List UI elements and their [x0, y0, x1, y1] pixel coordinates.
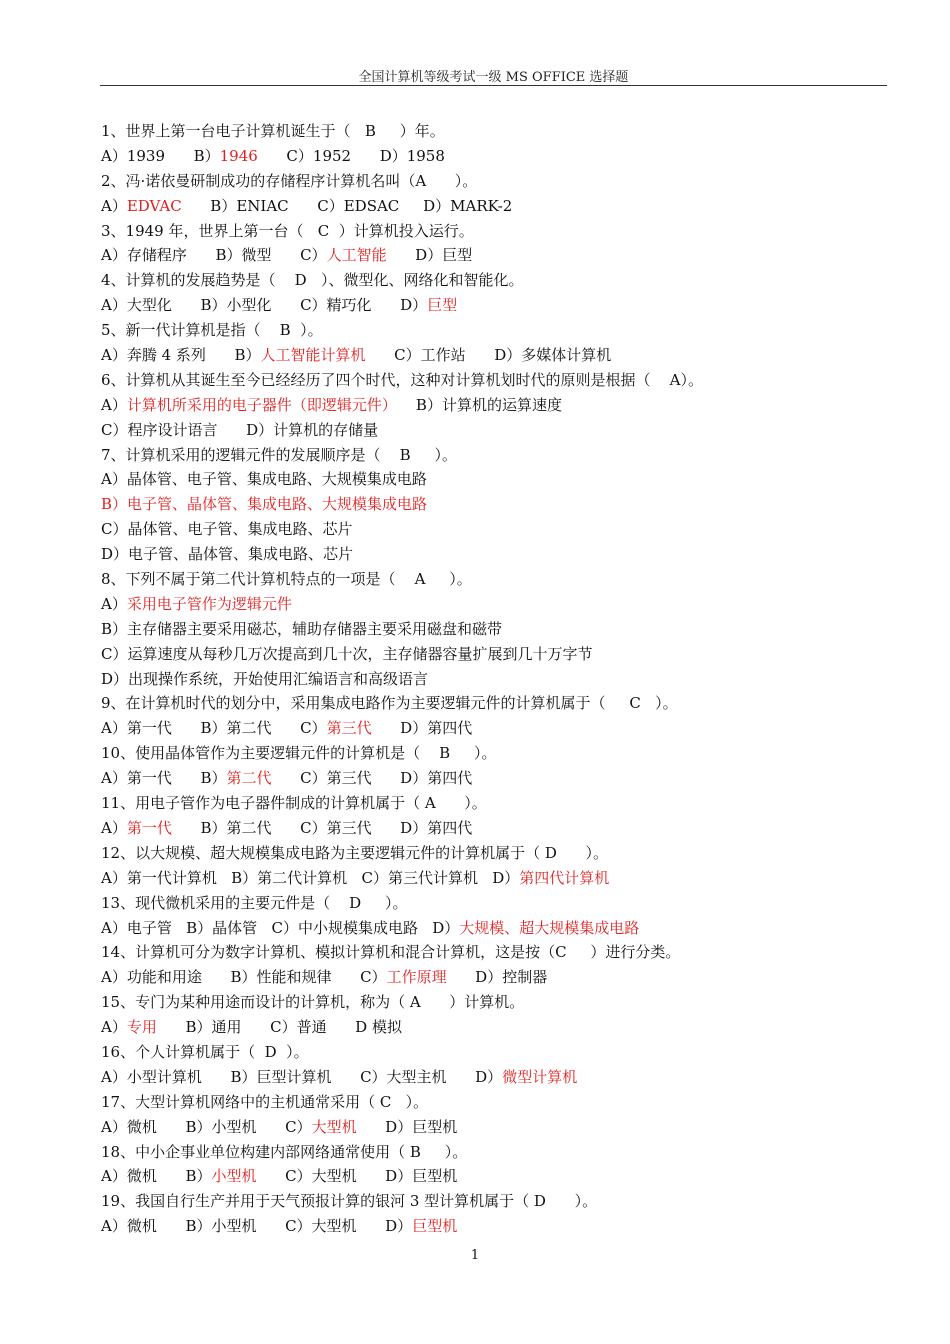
answer-text: 小型机: [211, 1167, 257, 1186]
line-text: B）计算机的运算速度: [396, 395, 562, 414]
answer-text: 计算机所采用的电子器件（即逻辑元件）: [126, 395, 397, 414]
answer-text: 第四代计算机: [519, 868, 610, 887]
line-text: 14、计算机可分为数字计算机、模拟计算机和混合计算机，这是按（C ）进行分类。: [101, 943, 681, 962]
line-text: D）第四代: [371, 719, 473, 738]
text-line: [101, 1140, 891, 1165]
text-line: [101, 1065, 891, 1090]
text-line: [101, 517, 891, 542]
text-line: [101, 990, 891, 1015]
answer-text: 人工智能: [326, 246, 387, 265]
text-line: [101, 243, 891, 268]
text-line: [101, 766, 891, 791]
text-line: [101, 1115, 891, 1140]
line-text: 13、现代微机采用的主要元件是（ D ）。: [101, 893, 408, 912]
text-line: [101, 592, 891, 617]
answer-text: 专用: [126, 1018, 157, 1037]
text-line: [101, 691, 891, 716]
text-line: [101, 1189, 891, 1214]
line-text: A）第一代 B）: [101, 769, 227, 788]
text-line: [101, 617, 891, 642]
text-line: [101, 144, 891, 169]
line-text: D）巨型: [386, 246, 473, 265]
text-line: [101, 542, 891, 567]
line-text: A）大型化 B）小型化 C）精巧化 D）: [101, 296, 428, 315]
text-line: [101, 1090, 891, 1115]
text-line: [101, 343, 891, 368]
line-text: B）通用 C）普通 D 模拟: [156, 1018, 402, 1037]
text-line: [101, 891, 891, 916]
answer-text: EDVAC: [126, 196, 182, 215]
text-line: [101, 169, 891, 194]
line-text: 9、在计算机时代的划分中，采用集成电路作为主要逻辑元件的计算机属于（ C ）。: [101, 694, 678, 713]
answer-text: 第三代: [326, 719, 372, 738]
text-line: [101, 318, 891, 343]
line-text: 12、以大规模、超大规模集成电路为主要逻辑元件的计算机属于（ D ）。: [101, 843, 608, 862]
text-line: [101, 1015, 891, 1040]
answer-text: 工作原理: [386, 968, 447, 987]
line-text: 18、中小企事业单位构建内部网络通常使用（ B ）。: [101, 1142, 468, 1161]
text-line: [101, 368, 891, 393]
text-line: [101, 816, 891, 841]
line-text: A）第一代计算机 B）第二代计算机 C）第三代计算机 D）: [101, 868, 520, 887]
line-text: C）晶体管、电子管、集成电路、芯片: [101, 520, 353, 539]
line-text: A）微机 B）小型机 C）大型机 D）: [101, 1217, 413, 1236]
line-text: B）主存储器主要采用磁芯，辅助存储器主要采用磁盘和磁带: [101, 619, 503, 638]
answer-text: 巨型: [427, 296, 458, 315]
line-text: A）晶体管、电子管、集成电路、大规模集成电路: [101, 470, 427, 489]
text-line: [101, 940, 891, 965]
line-text: 15、专门为某种用途而设计的计算机，称为（ A ）计算机。: [101, 993, 525, 1012]
line-text: 11、用电子管作为电子器件制成的计算机属于（ A ）。: [101, 794, 487, 813]
line-text: C）大型机 D）巨型机: [256, 1167, 458, 1186]
text-line: [101, 219, 891, 244]
line-text: C）1952 D）1958: [257, 146, 445, 165]
line-text: D）出现操作系统，开始使用汇编语言和高级语言: [101, 669, 429, 688]
line-text: B）第二代 C）第三代 D）第四代: [171, 818, 473, 837]
text-line: [101, 716, 891, 741]
text-line: [101, 492, 891, 517]
answer-text: 巨型机: [412, 1217, 458, 1236]
text-line: [101, 119, 891, 144]
answer-text: 人工智能计算机: [260, 346, 366, 365]
line-text: 5、新一代计算机是指（ B ）。: [101, 321, 323, 340]
page-number: 1: [470, 1248, 480, 1263]
line-text: 16、个人计算机属于（ D ）。: [101, 1042, 309, 1061]
line-text: A）: [101, 818, 127, 837]
text-line: [101, 1164, 891, 1189]
text-line: [101, 393, 891, 418]
line-text: A）1939 B）: [101, 146, 220, 165]
text-line: [101, 467, 891, 492]
text-line: [101, 741, 891, 766]
answer-text: B）电子管、晶体管、集成电路、大规模集成电路: [101, 495, 428, 514]
line-text: A）微机 B）: [101, 1167, 212, 1186]
line-text: 4、计算机的发展趋势是（ D ）、微型化、网络化和智能化。: [101, 271, 524, 290]
text-line: [101, 268, 891, 293]
line-text: 2、冯·诺依曼研制成功的存储程序计算机名叫（A ）。: [101, 171, 478, 190]
page-header-title: 全国计算机等级考试一级 MS OFFICE 选择题: [358, 70, 629, 85]
text-line: [101, 567, 891, 592]
line-text: C）第三代 D）第四代: [271, 769, 473, 788]
line-text: A）: [101, 594, 127, 613]
line-text: A）第一代 B）第二代 C）: [101, 719, 327, 738]
text-line: [101, 1214, 891, 1239]
line-text: 6、计算机从其诞生至今已经经历了四个时代，这种对计算机划时代的原则是根据（ A）。: [101, 370, 703, 389]
text-line: [101, 293, 891, 318]
answer-text: 大规模、超大规模集成电路: [459, 918, 640, 937]
line-text: A）: [101, 395, 127, 414]
line-text: A）存储程序 B）微型 C）: [101, 246, 327, 265]
answer-text: 大型机: [311, 1117, 357, 1136]
line-text: 7、计算机采用的逻辑元件的发展顺序是（ B ）。: [101, 445, 457, 464]
line-text: B）ENIAC C）EDSAC D）MARK-2: [181, 196, 513, 215]
answer-text: 第一代: [126, 818, 172, 837]
line-text: A）: [101, 1018, 127, 1037]
line-text: A）奔腾 4 系列 B）: [101, 346, 261, 365]
line-text: 17、大型计算机网络中的主机通常采用（ C ）。: [101, 1092, 429, 1111]
line-text: 3、1949 年，世界上第一台（ C ）计算机投入运行。: [101, 221, 474, 240]
line-text: C）运算速度从每秒几万次提高到几十次，主存储器容量扩展到几十万字节: [101, 644, 593, 663]
header-divider: [100, 85, 887, 86]
text-line: [101, 642, 891, 667]
line-text: D）巨型机: [356, 1117, 458, 1136]
line-text: A）功能和用途 B）性能和规律 C）: [101, 968, 387, 987]
line-text: A）小型计算机 B）巨型计算机 C）大型主机 D）: [101, 1067, 503, 1086]
text-line: [101, 916, 891, 941]
text-line: [101, 791, 891, 816]
line-text: 19、我国自行生产并用于天气预报计算的银河 3 型计算机属于（ D ）。: [101, 1192, 598, 1211]
text-line: [101, 667, 891, 692]
text-line: [101, 841, 891, 866]
line-text: C）程序设计语言 D）计算机的存储量: [101, 420, 379, 439]
text-line: [101, 965, 891, 990]
text-line: [101, 418, 891, 443]
line-text: A）: [101, 196, 127, 215]
line-text: 8、下列不属于第二代计算机特点的一项是（ A ）。: [101, 570, 472, 589]
question-list: [101, 119, 891, 1239]
line-text: D）控制器: [446, 968, 548, 987]
line-text: D）电子管、晶体管、集成电路、芯片: [101, 545, 354, 564]
answer-text: 1946: [219, 146, 258, 165]
text-line: [101, 866, 891, 891]
line-text: A）微机 B）小型机 C）: [101, 1117, 312, 1136]
line-text: 1、世界上第一台电子计算机诞生于（ B ）年。: [101, 122, 445, 140]
line-text: 10、使用晶体管作为主要逻辑元件的计算机是（ B ）。: [101, 744, 497, 763]
line-text: A）电子管 B）晶体管 C）中小规模集成电路 D）: [101, 918, 460, 937]
text-line: [101, 443, 891, 468]
answer-text: 第二代: [226, 769, 272, 788]
text-line: [101, 1040, 891, 1065]
answer-text: 微型计算机: [502, 1067, 578, 1086]
answer-text: 采用电子管作为逻辑元件: [126, 594, 292, 613]
line-text: C）工作站 D）多媒体计算机: [365, 346, 612, 365]
text-line: [101, 194, 891, 219]
